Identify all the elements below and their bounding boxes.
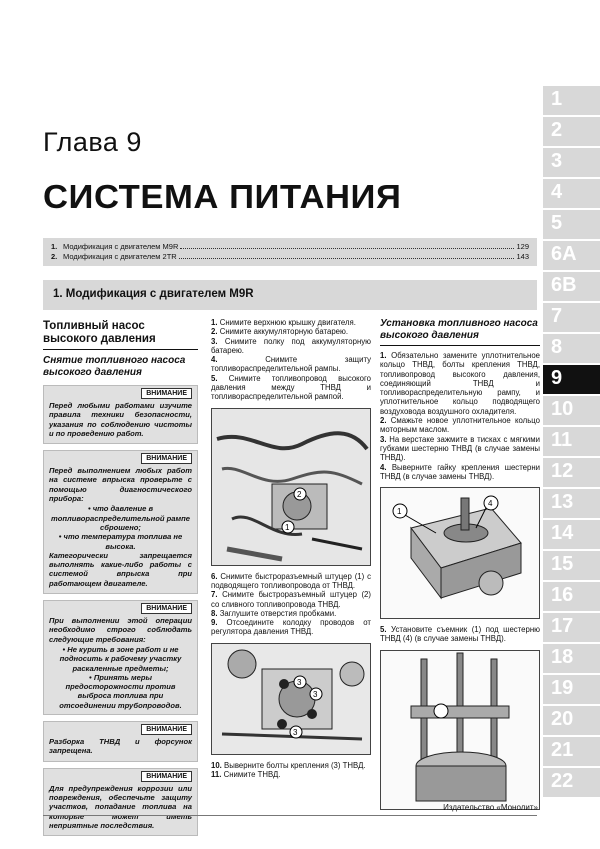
chapter-tab[interactable]: 3 [543,148,600,177]
engine-illustration [212,409,370,565]
chapter-tab[interactable]: 7 [543,303,600,332]
toc-entry[interactable] [51,252,529,262]
warning-tag: ВНИМАНИЕ [141,388,192,399]
step-number: 4. [211,355,218,365]
step [211,761,371,770]
table-of-contents [43,238,537,266]
toc-page: 129 [516,242,529,251]
chapter-tab[interactable]: 4 [543,179,600,208]
steps-removal-b [211,572,371,637]
steps-removal-a [211,318,371,402]
chapter-tab[interactable]: 1 [543,86,600,115]
step [211,374,371,402]
toc-text: Модификация с двигателем M9R [63,242,179,251]
step-text: Смажьте новое уплотнительное кольцо моторным маслом. [380,416,540,435]
puller-illustration [381,651,539,809]
chapter-tab[interactable]: 13 [543,489,600,518]
heading-fuel-pump: Топливный насос высокого давления [43,320,198,350]
subheading-removal: Снятие топливного насоса высокого давления [43,355,186,378]
warning-text: Перед выполнением любых работ на системе впрыска проверьте с помощью диагностического прибора: [49,466,192,504]
toc-entry[interactable] [51,242,529,252]
step [211,355,371,374]
step-number: 1. [211,318,218,327]
chapter-tab[interactable]: 10 [543,396,600,425]
warning-text: Категорически запрещается выполнять какие-либо работы с системой впрыска при работающем двигателе. [49,550,192,588]
step [380,435,540,463]
callout-label: 1 [397,507,402,517]
warning-bullet: • что давление в топливораспределительной рампе сброшено; [51,504,190,532]
column-right [380,318,540,816]
figure-pump-bolts [211,643,371,755]
step-number: 11. [211,770,222,780]
step [211,609,371,618]
warning-box [43,450,198,594]
step-text: Снимите быстроразъемный штуцер (2) со сливного топливопровода ТНВД. [211,590,371,609]
step-number: 2. [211,327,218,337]
callout-label: 3 [297,677,302,687]
chapter-tab[interactable]: 6A [543,241,600,270]
warning-bullet: • Принять меры предосторожности против выброса топлива при отсоединении трубопроводов. [59,672,182,710]
toc-number: 2. [51,252,58,261]
step-number: 6. [211,571,218,581]
publisher-footer: Издательство «Монолит» [443,803,538,812]
toc-leader [179,252,515,259]
step-number: 5. [211,373,218,383]
step [211,318,371,327]
step [211,618,371,637]
warning-box [43,600,198,715]
step [380,463,540,482]
callout-label: 1 [285,522,290,532]
step-text: Обязательно замените уплотнительное кольцо ТНВД, болты крепления ТНВД, топливопровод высокого давления, соединяющий ТНВД и топливораспределительную рампу, и уплотнительное кольцо подводящего воздуховода воздушного охладителя. [380,351,540,416]
toc-text: Модификация с двигателем 2TR [63,252,177,261]
steps-install-b [380,625,540,644]
toc-leader [180,242,514,249]
warning-bullet: • Не курить в зоне работ и не подносить к рабочему участку раскаленные предметы; [59,644,182,673]
step-number: 4. [380,462,387,472]
steps-install-a [380,351,540,481]
chapter-tab[interactable]: 5 [543,210,600,239]
step-number: 3. [211,336,218,346]
steps-removal-c [211,761,371,780]
figure-puller-installed [380,650,540,810]
column-middle [211,318,371,779]
warning-tag: ВНИМАНИЕ [141,724,192,735]
footer-divider [43,815,537,816]
figure-engine-fuel-lines [211,408,371,566]
chapter-tab[interactable]: 11 [543,427,600,456]
step-text: Снимите верхнюю крышку двигателя. [219,318,356,327]
chapter-tab[interactable]: 12 [543,458,600,487]
step [380,625,540,644]
chapter-tab[interactable]: 17 [543,613,600,642]
step-number: 10. [211,760,222,770]
step-number: 1. [380,351,387,360]
pump-bolts-illustration [212,644,370,754]
step-text: Установите съемник (1) под шестерню ТНВД (4) (в случае замены ТНВД). [380,625,540,644]
warning-text: Разборка ТНВД и форсунок запрещена. [49,737,192,756]
toc-page: 143 [516,252,529,261]
chapter-tab[interactable]: 16 [543,582,600,611]
section-title: 1. Модификация с двигателем M9R [43,280,537,310]
step [211,590,371,609]
step [380,351,540,416]
warning-tag: ВНИМАНИЕ [141,771,192,782]
warning-text: Перед любыми работами изучите правила техники безопасности, указания по соблюдению чистоты и по проведению работ. [49,401,192,438]
step-number: 3. [380,434,387,444]
warning-bullet: • что температура топлива не высока. [58,532,183,551]
warning-box [43,768,198,836]
warning-tag: ВНИМАНИЕ [141,453,192,464]
step-text: Снимите ТНВД. [223,770,281,780]
step-text: Отсоедините колодку проводов от регулятора давления ТНВД. [211,618,371,637]
step-number: 2. [380,416,387,426]
step-text: Снимите защиту топливораспределительной рампы. [211,355,372,374]
step-number: 7. [211,590,218,600]
callout-label: 3 [293,727,298,737]
callout-label: 2 [297,489,302,499]
pump-gear-illustration [381,488,539,618]
chapter-label: Глава 9 [43,127,142,157]
step [380,416,540,435]
step-text: Снимите полку под аккумуляторную батарею. [211,336,371,355]
step-number: 8. [211,608,218,618]
step-text: На верстаке зажмите в тисках с мягкими губками шестерню ТНВД (в случае замены ТНВД). [380,434,540,463]
chapter-tab[interactable]: 20 [543,706,600,735]
chapter-tab[interactable]: 15 [543,551,600,580]
step [211,327,371,336]
step [211,572,371,591]
chapter-tab[interactable]: 2 [543,117,600,146]
warning-tag: ВНИМАНИЕ [141,603,192,614]
step-number: 5. [380,625,387,635]
warning-text: Для предупреждения коррозии или повреждения, обеспечьте защиту участков, попадание топлива на которые может иметь неприятные последствия. [49,783,192,830]
chapter-tab[interactable]: 19 [543,675,600,704]
step-number: 9. [211,618,218,628]
chapter-tab[interactable]: 22 [543,768,600,797]
column-left [43,320,198,842]
step-text: Заглушите отверстия пробками. [219,608,337,618]
warning-box [43,385,198,444]
chapter-tabs [543,86,600,799]
step-text: Выверните болты крепления (3) ТНВД. [224,760,366,770]
chapter-tab[interactable]: 6B [543,272,600,301]
chapter-tab[interactable]: 18 [543,644,600,673]
warning-text: При выполнении этой операции необходимо строго соблюдать следующие требования: [49,616,192,644]
chapter-tab[interactable]: 8 [543,334,600,363]
warning-box [43,721,198,762]
step-text: Снимите быстроразъемный штуцер (1) с подводящего топливопровода от ТНВД. [211,571,371,590]
chapter-tab[interactable]: 21 [543,737,600,766]
chapter-tab[interactable]: 14 [543,520,600,549]
toc-number: 1. [51,242,58,251]
callout-label: 4 [488,499,493,509]
step [211,337,371,356]
step-text: Снимите топливопровод высокого давления между ТНВД и топливораспределительной рампой. [211,373,371,402]
figure-pump-gear [380,487,540,619]
heading-installation: Установка топливного насоса высокого давления [380,318,540,346]
callout-label: 3 [313,689,318,699]
chapter-tab-active[interactable]: 9 [543,365,600,394]
step-text: Снимите аккумуляторную батарею. [219,327,349,337]
chapter-title: СИСТЕМА ПИТАНИЯ [43,178,402,215]
step-text: Выверните гайку крепления шестерни ТНВД (в случае замены ТНВД). [380,462,541,481]
step [211,770,371,779]
